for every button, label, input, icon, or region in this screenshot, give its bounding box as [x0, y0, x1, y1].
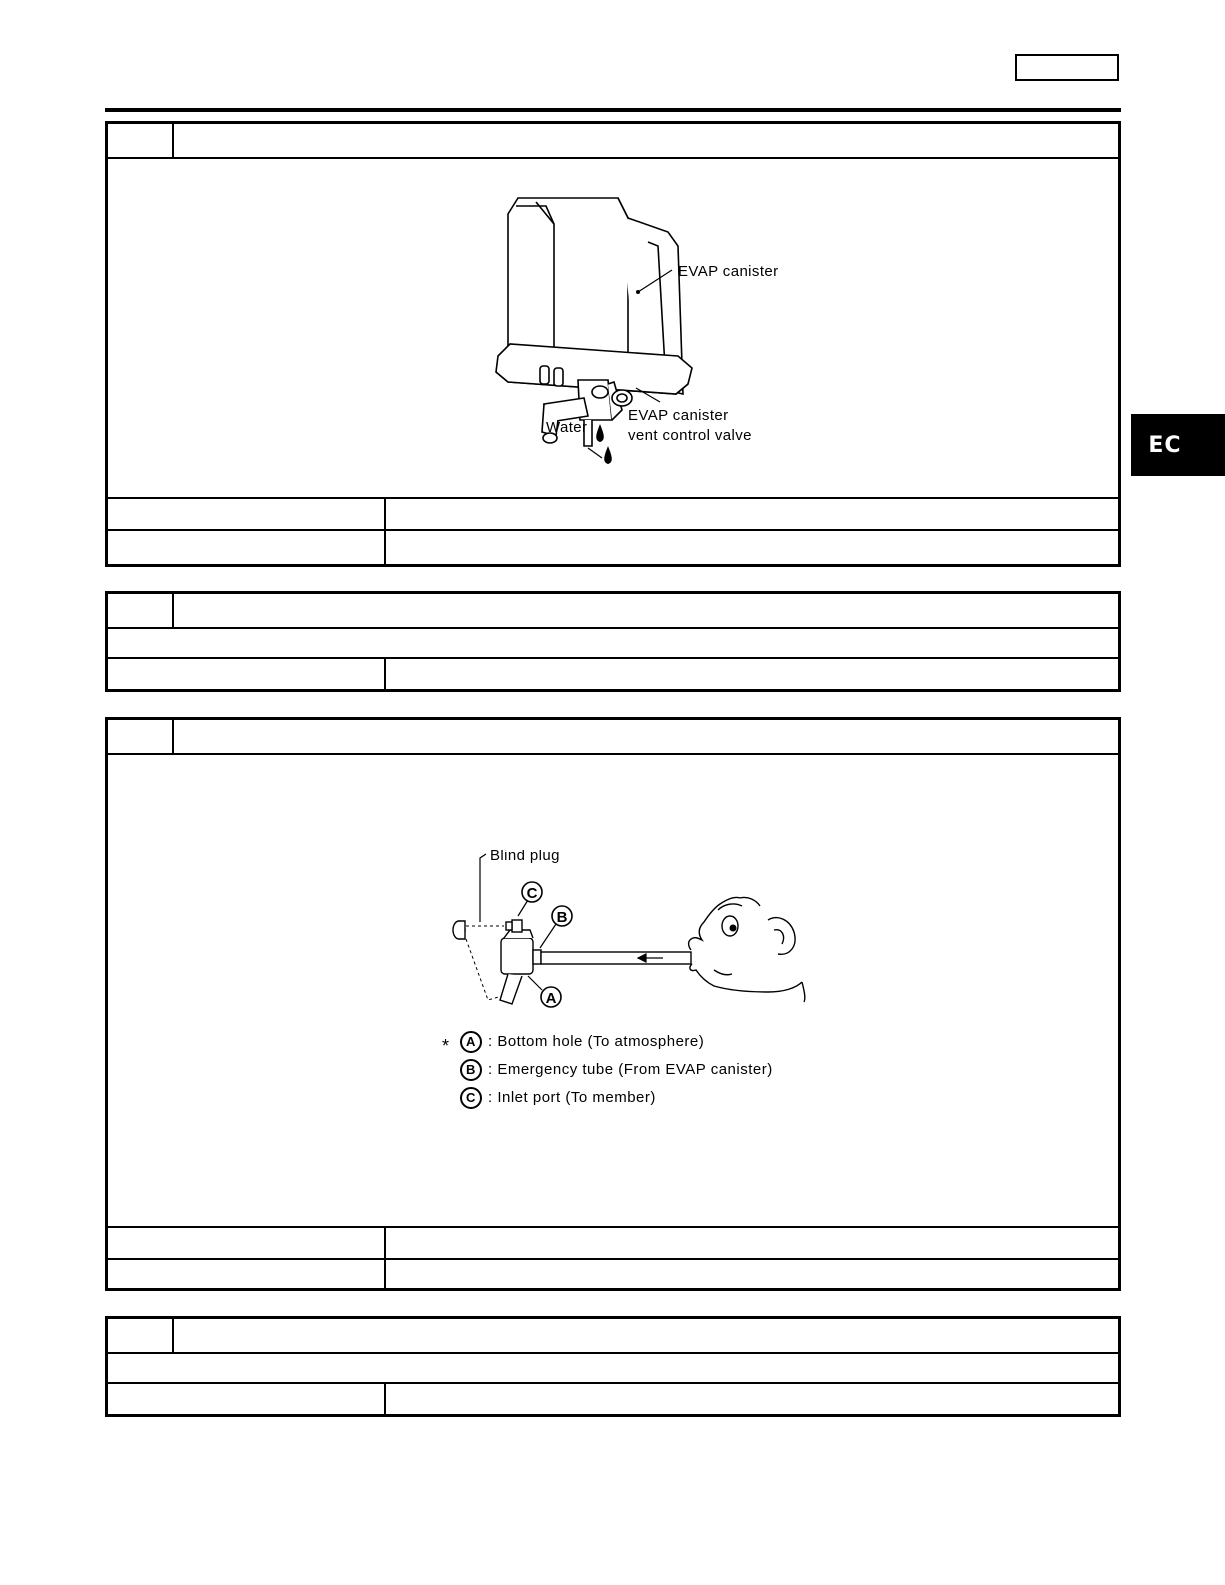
result-row	[108, 1382, 1118, 1414]
legend-asterisk: *	[442, 1036, 450, 1056]
label-vent-valve-line2: vent control valve	[628, 427, 752, 444]
result-row	[108, 657, 1118, 689]
blind-plug-side	[459, 921, 465, 939]
label-blind-plug: Blind plug	[490, 850, 560, 864]
water-drops	[596, 424, 612, 464]
person-eye-pupil	[730, 925, 737, 932]
step-title-divider	[108, 627, 1118, 659]
vent-valve-check-figure	[428, 850, 828, 1020]
emergency-tube	[541, 952, 691, 964]
legend-text-a: : Bottom hole (To atmosphere)	[488, 1033, 705, 1050]
step-number-cell	[108, 124, 174, 157]
callout-c	[522, 882, 542, 902]
step-number-cell	[108, 720, 174, 753]
step-number-cell	[108, 594, 174, 627]
result-row-divider	[384, 659, 386, 689]
result-row-divider	[384, 1260, 386, 1288]
page-header-box	[1015, 54, 1119, 81]
step-box-1	[105, 121, 1121, 567]
result-row-ok	[108, 1226, 1118, 1260]
result-row-ng	[108, 529, 1118, 564]
step-box-2	[105, 591, 1121, 692]
legend-key-a: A	[460, 1031, 482, 1053]
step-title-divider	[108, 753, 1118, 755]
callout-b	[552, 906, 572, 926]
result-row-ok	[108, 497, 1118, 531]
section-tab: EC	[1131, 414, 1225, 476]
legend-key-b: B	[460, 1059, 482, 1081]
result-row-divider	[384, 499, 386, 531]
step-title-divider	[108, 157, 1118, 159]
step-number-cell	[108, 1319, 174, 1352]
result-row-divider	[384, 1228, 386, 1260]
legend-text-c: : Inlet port (To member)	[488, 1089, 656, 1106]
canister-leader-dot	[636, 290, 640, 294]
plug-guide-lines	[466, 926, 504, 1000]
svg-text:C: C	[526, 885, 538, 902]
evap-canister-figure	[488, 184, 888, 474]
label-evap-canister: EVAP canister	[678, 263, 779, 280]
legend-key-c: C	[460, 1087, 482, 1109]
result-row-ng	[108, 1258, 1118, 1288]
svg-text:A: A	[545, 990, 557, 1007]
label-water: Water	[546, 419, 588, 436]
person-blowing-icon	[689, 897, 805, 1002]
step-box-3	[105, 717, 1121, 1291]
result-row-divider	[384, 531, 386, 564]
legend-item-b	[460, 1059, 773, 1081]
legend-item-c	[460, 1087, 656, 1109]
blind-plug-leader	[480, 854, 486, 922]
legend-text-b: : Emergency tube (From EVAP canister)	[488, 1061, 773, 1078]
result-row-divider	[384, 1384, 386, 1414]
svg-text:B: B	[556, 909, 568, 926]
step-title-divider	[108, 1352, 1118, 1384]
legend-item-a	[460, 1031, 704, 1053]
vent-valve-body	[500, 920, 541, 1004]
header-rule	[105, 108, 1121, 112]
callout-a	[541, 987, 561, 1007]
label-vent-valve-line1: EVAP canister	[628, 407, 729, 424]
step-box-4	[105, 1316, 1121, 1417]
